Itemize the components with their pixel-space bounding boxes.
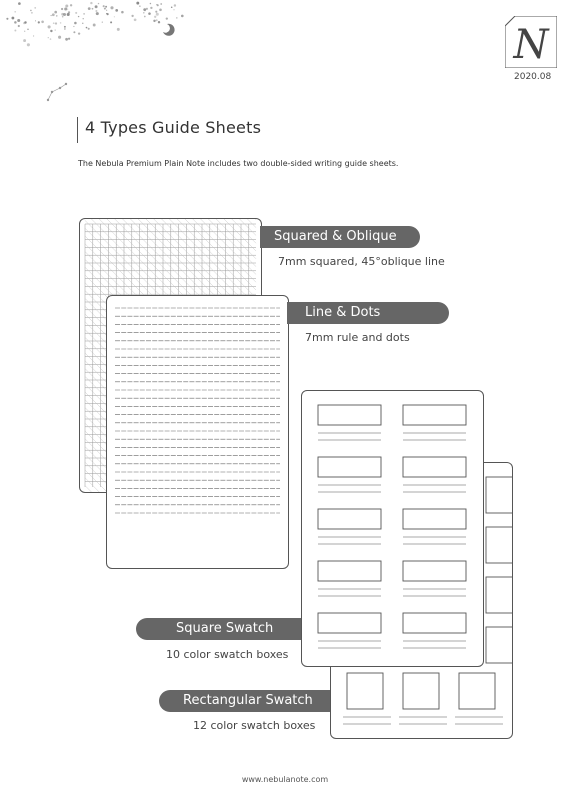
- logo-mark-icon: [505, 16, 557, 68]
- line-dots-rules: [107, 296, 288, 568]
- square-swatch-boxes: [302, 391, 483, 666]
- title-accent-bar: [77, 117, 78, 143]
- label-rectangular-swatch: Rectangular Swatch: [159, 690, 330, 712]
- page-title: 4 Types Guide Sheets: [85, 118, 262, 137]
- desc-square-swatch: 10 color swatch boxes: [166, 648, 289, 661]
- footer-url: www.nebulanote.com: [241, 775, 329, 784]
- desc-line-dots: 7mm rule and dots: [305, 331, 410, 344]
- nebula-logo: [505, 16, 557, 68]
- page-subtitle: The Nebula Premium Plain Note includes two double-sided writing guide sheets.: [78, 159, 399, 168]
- square-swatch-sheet: [301, 390, 484, 667]
- desc-rectangular-swatch: 12 color swatch boxes: [193, 719, 316, 732]
- desc-squared-oblique: 7mm squared, 45°oblique line: [278, 255, 445, 268]
- label-squared-oblique: Squared & Oblique: [260, 226, 420, 248]
- line-dots-sheet: [106, 295, 289, 569]
- svg-text:N: N: [513, 22, 549, 68]
- label-line-dots: Line & Dots: [287, 302, 449, 324]
- label-square-swatch: Square Swatch: [136, 618, 301, 640]
- starfield-decoration: [0, 0, 210, 110]
- date-label: 2020.08: [514, 72, 552, 82]
